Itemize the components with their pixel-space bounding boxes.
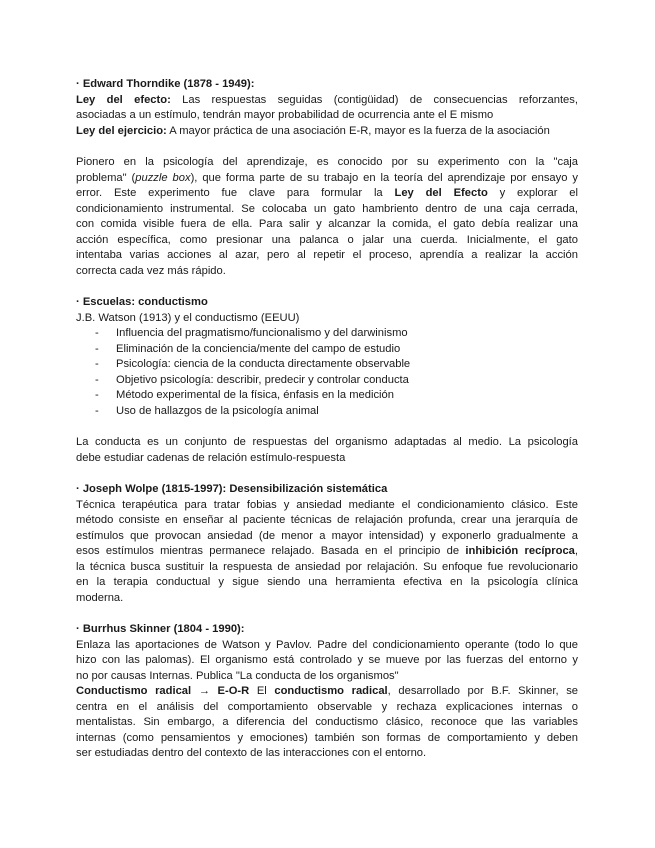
paragraph-line: problema" (puzzle box), que forma parte de su trabajo en la teoría del aprendizaje por ensayo y bbox=[76, 171, 578, 184]
paragraph-line: centra en el análisis del comportamiento observable y rechaza explicaciones internas o bbox=[76, 700, 578, 713]
paragraph-line: estímulos que provocan ansiedad (de menor a mayor intensidad) y exponerlo gradualmente a bbox=[76, 529, 578, 542]
paragraph-line: mentalistas. Sin embargo, a diferencia del conductismo clásico, reconoce que las variables bbox=[76, 716, 578, 728]
escuelas-bullet-list bbox=[95, 326, 410, 419]
list-item: - Método experimental de la física, énfasis en la medición bbox=[95, 389, 394, 401]
section-heading-escuelas: · Escuelas: conductismo bbox=[76, 296, 208, 308]
section-heading-thorndike: · Edward Thorndike (1878 - 1949): bbox=[76, 78, 255, 90]
paragraph-line: hizo con las palomas). El organismo está controlado y se mueve por las fuerzas del entorno y bbox=[76, 654, 578, 666]
paragraph-line: Enlaza las aportaciones de Watson y Pavlov. Padre del condicionamiento operante (todo lo que bbox=[76, 638, 578, 651]
paragraph-line: condicionamiento instrumental. Se colocaba un gato hambriento dentro de una caja cerrada, bbox=[76, 202, 578, 215]
paragraph-line: método consiste en enseñar al paciente técnicas de relajación profunda, crear una jerarquía de bbox=[76, 514, 578, 526]
escuelas-section bbox=[76, 295, 578, 326]
ley-efecto-label: Ley del efecto: bbox=[76, 93, 171, 106]
paragraph-line: en la terapia conductual y sigue siendo una herramienta efectiva en la psicología clínica bbox=[76, 576, 578, 588]
paragraph-line: Conductismo radical → E-O-R El conductismo radical, desarrollado por B.F. Skinner, se bbox=[76, 685, 579, 697]
ley-efecto-line-1: Ley del efecto: Las respuestas seguidas (contigüidad) de consecuencias reforzantes, bbox=[76, 93, 578, 106]
paragraph-line: debe estudiar cadenas de relación estímulo-respuesta bbox=[76, 451, 346, 464]
section-heading-wolpe: · Joseph Wolpe (1815-1997): Desensibilización sistemática bbox=[76, 483, 388, 495]
list-item: - Influencia del pragmatismo/funcionalismo y del darwinismo bbox=[95, 327, 408, 339]
escuelas-intro: J.B. Watson (1913) y el conductismo (EEUU) bbox=[76, 311, 300, 324]
wolpe-section bbox=[76, 482, 578, 606]
skinner-section bbox=[76, 622, 578, 762]
paragraph-line: Técnica terapéutica para tratar fobias y ansiedad mediante el condicionamiento clásico. Este bbox=[76, 498, 578, 511]
list-item: - Psicología: ciencia de la conducta directamente observable bbox=[95, 358, 411, 370]
thorndike-paragraph bbox=[76, 155, 578, 279]
paragraph-line: intentaba varias acciones al azar, pero al repetir el proceso, aprendía a realizar la acción bbox=[76, 249, 578, 261]
ley-ejercicio-line: Ley del ejercicio: A mayor práctica de una asociación E-R, mayor es la fuerza de la asociación bbox=[76, 124, 550, 137]
thorndike-section bbox=[76, 77, 578, 139]
paragraph-line: correcta cada vez más rápido. bbox=[76, 264, 226, 277]
paragraph-line: error. Este experimento fue clave para formular la Ley del Efecto y explorar el bbox=[76, 187, 578, 199]
paragraph-line: la técnica busca sustituir la respuesta de ansiedad por relajación. Su enfoque fue revolucionario bbox=[76, 560, 578, 573]
ley-efecto-line-2: asociadas a un estímulo, tendrán mayor probabilidad de ocurrencia ante el E mismo bbox=[76, 109, 494, 121]
conducta-paragraph bbox=[76, 435, 578, 466]
paragraph-line: Pionero en la psicología del aprendizaje, es conocido por su experimento con la "caja bbox=[76, 156, 578, 168]
section-heading-skinner: · Burrhus Skinner (1804 - 1990): bbox=[76, 623, 245, 635]
paragraph-line: moderna. bbox=[76, 591, 124, 604]
paragraph-line: acción específica, como presionar una palanca o jalar una cuerda. Inicialmente, el gato bbox=[76, 233, 578, 246]
paragraph-line: con comida visible fuera de ella. Para salir y alcanzar la comida, el gato debía realizar una bbox=[76, 218, 578, 230]
paragraph-line: no por causas Internas. Publica "La conducta de los organismos" bbox=[76, 669, 399, 682]
ley-ejercicio-label: Ley del ejercicio: bbox=[76, 124, 167, 137]
list-item: - Uso de hallazgos de la psicología animal bbox=[95, 404, 319, 417]
paragraph-line: esos estímulos mientras permanece relajado. Basada en el principio de inhibición recíproca, bbox=[76, 545, 579, 557]
list-item: - Eliminación de la conciencia/mente del campo de estudio bbox=[95, 342, 401, 355]
paragraph-line: La conducta es un conjunto de respuestas del organismo adaptadas al medio. La psicología bbox=[76, 436, 578, 448]
list-item: - Objetivo psicología: describir, predecir y controlar conducta bbox=[95, 373, 409, 386]
paragraph-line: internas (como pensamientos y emociones) también son formas de comportamiento y deben bbox=[76, 731, 578, 744]
paragraph-line: ser estudiadas dentro del contexto de las interacciones con el entorno. bbox=[76, 747, 427, 759]
